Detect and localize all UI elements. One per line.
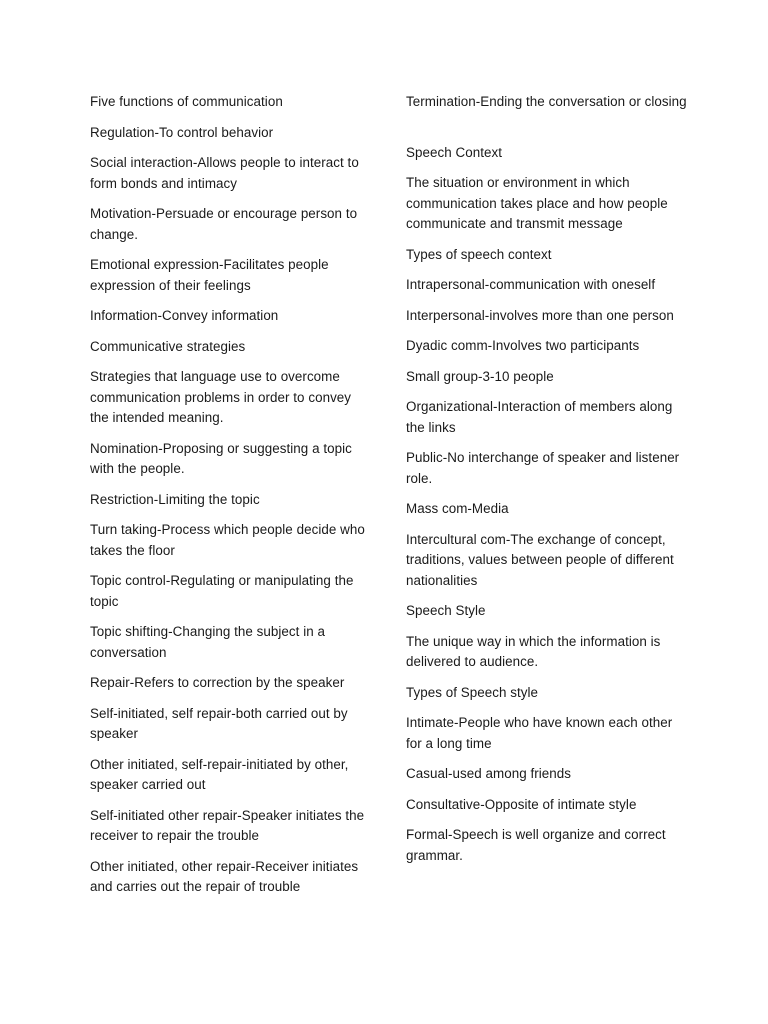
paragraph: Motivation-Persuade or encourage person to change. (90, 206, 358, 242)
paragraph: Regulation-To control behavior (90, 124, 274, 140)
paragraph: Intercultural com-The exchange of concept, traditions, values between people of different nationalities (406, 531, 674, 588)
paragraph: Formal-Speech is well organize and correct grammar. (406, 827, 666, 863)
paragraph: Intimate-People who have known each other for a long time (406, 715, 673, 751)
right-column (406, 92, 688, 876)
paragraph: Small group-3-10 people (406, 368, 554, 384)
paragraph: Types of speech context (406, 246, 552, 262)
paragraph: Turn taking-Process which people decide who takes the floor (90, 522, 365, 558)
paragraph: Self-initiated other repair-Speaker initiates the receiver to repair the trouble (90, 807, 365, 843)
paragraph: Topic shifting-Changing the subject in a conversation (90, 624, 325, 660)
paragraph: Information-Convey information (90, 308, 279, 323)
paragraph: Types of Speech style (406, 684, 539, 700)
paragraph: Consultative-Opposite of intimate style (406, 796, 637, 812)
paragraph: Other initiated, other repair-Receiver initiates and carries out the repair of trouble (90, 858, 359, 894)
paragraph: Casual-used among friends (406, 766, 572, 781)
paragraph: The unique way in which the information is delivered to audience. (406, 633, 661, 669)
paragraph: Mass com-Media (406, 501, 509, 516)
paragraph: Organizational-Interaction of members along the links (406, 399, 673, 435)
paragraph: Intrapersonal-communication with oneself (406, 277, 656, 292)
paragraph: Self-initiated, self repair-both carried out by speaker (90, 705, 348, 741)
paragraph: Restriction-Limiting the topic (90, 491, 260, 507)
paragraph: The situation or environment in which communication takes place and how people communicate and transmit message (406, 175, 668, 231)
paragraph: Dyadic comm-Involves two participants (406, 338, 640, 353)
paragraph: Public-No interchange of speaker and listener role. (406, 450, 680, 486)
paragraph: Termination-Ending the conversation or closing (406, 94, 687, 109)
paragraph: Topic control-Regulating or manipulating the topic (90, 573, 354, 609)
paragraph: Interpersonal-involves more than one person (406, 307, 674, 323)
paragraph: Emotional expression-Facilitates people expression of their feelings (90, 257, 329, 293)
paragraph: Five functions of communication (90, 94, 283, 109)
paragraph: Nomination-Proposing or suggesting a topic with the people. (90, 440, 352, 476)
left-column (90, 92, 372, 908)
paragraph: Communicative strategies (90, 338, 246, 354)
paragraph: Social interaction-Allows people to interact to form bonds and intimacy (90, 155, 359, 191)
section-heading: Speech Style (406, 603, 486, 618)
section-heading: Speech Context (406, 144, 502, 160)
paragraph: Other initiated, self-repair-initiated by other, speaker carried out (90, 756, 349, 792)
paragraph: Strategies that language use to overcome communication problems in order to convey the intended meaning. (90, 369, 352, 425)
paragraph: Repair-Refers to correction by the speaker (90, 675, 345, 690)
